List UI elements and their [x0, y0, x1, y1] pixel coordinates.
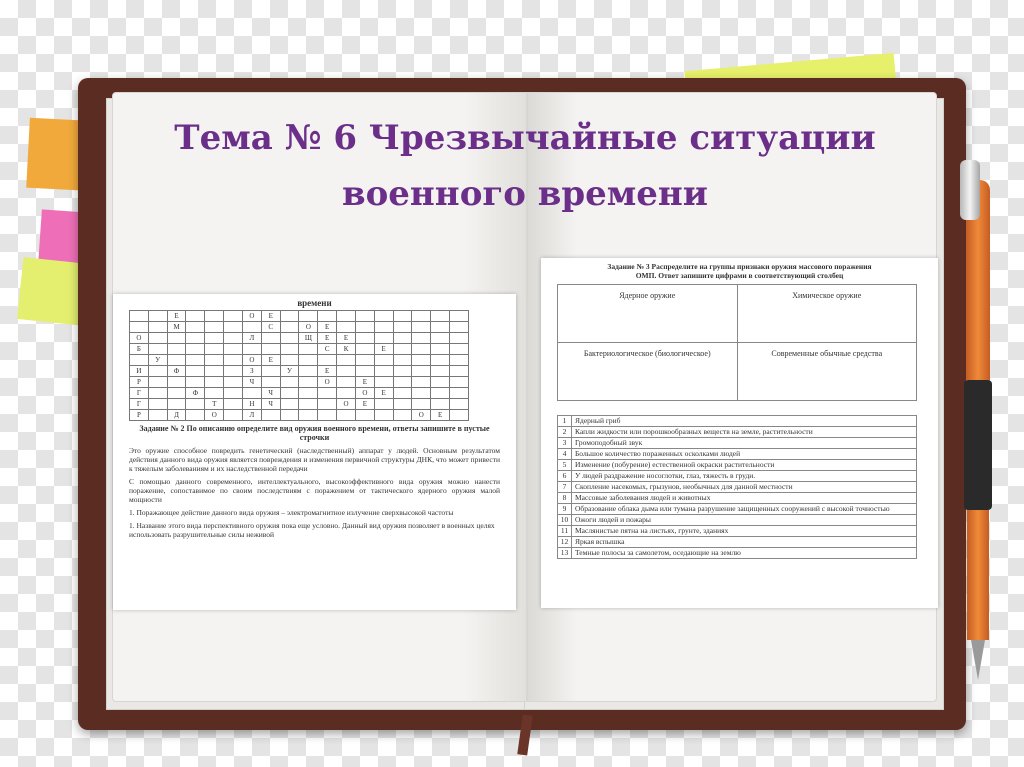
- task-2-heading: Задание № 2 По описанию определите вид оружия военного времени, ответы запишите в пустые строчки: [139, 424, 490, 442]
- grid-cell: [280, 322, 299, 333]
- grid-cell: [393, 355, 412, 366]
- grid-cell: [393, 366, 412, 377]
- category-table: [557, 284, 917, 401]
- grid-cell: [224, 388, 243, 399]
- grid-cell: [412, 333, 431, 344]
- grid-cell: [337, 366, 356, 377]
- grid-cell: [337, 410, 356, 421]
- grid-cell: [280, 410, 299, 421]
- grid-cell: [337, 322, 356, 333]
- grid-cell: Е: [167, 311, 186, 322]
- grid-cell: [450, 399, 469, 410]
- grid-cell: О: [355, 388, 374, 399]
- grid-cell: [412, 377, 431, 388]
- grid-cell: Ч: [261, 399, 280, 410]
- grid-cell: [337, 311, 356, 322]
- grid-cell: [280, 388, 299, 399]
- grid-cell: [280, 399, 299, 410]
- grid-cell: [374, 399, 393, 410]
- grid-cell: Е: [431, 410, 450, 421]
- item-text: Большое количество пораженных осколками людей: [572, 449, 917, 460]
- grid-row: [130, 333, 469, 344]
- grid-cell: Е: [355, 399, 374, 410]
- grid-cell: [318, 410, 337, 421]
- table-row: [558, 515, 917, 526]
- table-row: [558, 493, 917, 504]
- grid-cell: [412, 355, 431, 366]
- grid-cell: [299, 399, 318, 410]
- grid-cell: [450, 366, 469, 377]
- grid-cell: [261, 344, 280, 355]
- grid-cell: [205, 311, 224, 322]
- grid-cell: [431, 377, 450, 388]
- grid-cell: [431, 355, 450, 366]
- grid-cell: [412, 344, 431, 355]
- table-row: [558, 438, 917, 449]
- item-number: 4: [558, 449, 572, 460]
- grid-cell: [130, 355, 149, 366]
- grid-row: [130, 377, 469, 388]
- grid-cell: [167, 399, 186, 410]
- grid-cell: [224, 355, 243, 366]
- item-text: Образование облака дыма или тумана разрушение защищенных сооружений с высокой точностью: [572, 504, 917, 515]
- grid-cell: О: [242, 311, 261, 322]
- item-text: Ожоги людей и пожары: [572, 515, 917, 526]
- grid-cell: [450, 410, 469, 421]
- grid-cell: [412, 388, 431, 399]
- grid-cell: [393, 322, 412, 333]
- grid-cell: Г: [130, 399, 149, 410]
- grid-cell: Е: [261, 355, 280, 366]
- table-row: [558, 416, 917, 427]
- title-line-1: Тема № 6 Чрезвычайные ситуации: [174, 118, 876, 158]
- item-number: 13: [558, 548, 572, 559]
- grid-cell: Н: [242, 399, 261, 410]
- grid-cell: [355, 366, 374, 377]
- grid-cell: [412, 399, 431, 410]
- grid-cell: [393, 410, 412, 421]
- grid-cell: [261, 333, 280, 344]
- grid-cell: Б: [130, 344, 149, 355]
- grid-cell: У: [280, 366, 299, 377]
- grid-cell: [280, 311, 299, 322]
- grid-cell: [337, 388, 356, 399]
- grid-cell: [431, 388, 450, 399]
- item-text: Громоподобный звук: [572, 438, 917, 449]
- grid-cell: [450, 333, 469, 344]
- grid-cell: [148, 377, 167, 388]
- grid-cell: [224, 344, 243, 355]
- grid-cell: [412, 322, 431, 333]
- grid-cell: [412, 311, 431, 322]
- letter-grid: [129, 310, 469, 421]
- grid-row: [130, 366, 469, 377]
- grid-cell: Л: [242, 333, 261, 344]
- grid-cell: [450, 355, 469, 366]
- grid-cell: Е: [337, 333, 356, 344]
- grid-cell: [186, 366, 205, 377]
- grid-cell: И: [130, 366, 149, 377]
- item-text: Капли жидкости или порошкообразных веществ на земле, растительности: [572, 427, 917, 438]
- task-2-item-2: 1. Название этого вида перспективного оружия пока еще условно. Данный вид оружия позволяет в военных целях использовать разрушительные силы неживой: [129, 521, 495, 539]
- table-row: [558, 526, 917, 537]
- grid-cell: [355, 355, 374, 366]
- grid-cell: [299, 410, 318, 421]
- grid-cell: [355, 322, 374, 333]
- grid-cell: [318, 355, 337, 366]
- grid-cell: Г: [130, 388, 149, 399]
- grid-cell: Ф: [186, 388, 205, 399]
- grid-cell: [224, 410, 243, 421]
- grid-cell: [355, 344, 374, 355]
- grid-cell: Е: [374, 344, 393, 355]
- grid-cell: [355, 410, 374, 421]
- grid-cell: [318, 399, 337, 410]
- grid-cell: [167, 355, 186, 366]
- grid-cell: [431, 399, 450, 410]
- grid-cell: Ф: [167, 366, 186, 377]
- task-3-heading-2: ОМП. Ответ запишите цифрами в соответствующий столбец: [635, 271, 844, 280]
- grid-row: [130, 311, 469, 322]
- grid-cell: [148, 333, 167, 344]
- grid-cell: [280, 377, 299, 388]
- grid-cell: [224, 322, 243, 333]
- item-text: Маслянистые пятна на листьях, грунте, зданиях: [572, 526, 917, 537]
- category-chemical: Химическое оружие: [737, 285, 917, 343]
- table-row: [558, 427, 917, 438]
- pen-clip: [960, 160, 980, 220]
- grid-cell: [148, 344, 167, 355]
- grid-cell: [205, 344, 224, 355]
- item-number: 11: [558, 526, 572, 537]
- grid-cell: [337, 377, 356, 388]
- grid-cell: Ч: [261, 388, 280, 399]
- grid-cell: [280, 344, 299, 355]
- grid-cell: [450, 344, 469, 355]
- item-text: Изменение (побурение) естественной окраски растительности: [572, 460, 917, 471]
- grid-cell: Е: [318, 322, 337, 333]
- grid-cell: [167, 344, 186, 355]
- classification-worksheet: [541, 258, 938, 608]
- grid-cell: [167, 333, 186, 344]
- grid-cell: [374, 366, 393, 377]
- grid-cell: Д: [167, 410, 186, 421]
- category-nuclear: Ядерное оружие: [558, 285, 738, 343]
- grid-cell: [299, 388, 318, 399]
- grid-row: [130, 388, 469, 399]
- grid-cell: О: [412, 410, 431, 421]
- grid-cell: [224, 399, 243, 410]
- grid-cell: [186, 399, 205, 410]
- slide-title: [150, 110, 900, 222]
- grid-cell: [205, 377, 224, 388]
- grid-row: [130, 322, 469, 333]
- grid-cell: [431, 366, 450, 377]
- grid-cell: [186, 322, 205, 333]
- item-text: Массовые заболевания людей и животных: [572, 493, 917, 504]
- grid-caption: времени: [297, 298, 332, 308]
- grid-cell: М: [167, 322, 186, 333]
- item-number: 12: [558, 537, 572, 548]
- grid-cell: [167, 377, 186, 388]
- table-row: [558, 449, 917, 460]
- item-number: 5: [558, 460, 572, 471]
- pen-grip: [964, 380, 992, 510]
- grid-cell: [148, 366, 167, 377]
- grid-cell: Е: [318, 366, 337, 377]
- grid-cell: [393, 311, 412, 322]
- grid-cell: [261, 410, 280, 421]
- grid-cell: С: [261, 322, 280, 333]
- grid-cell: [224, 377, 243, 388]
- item-number: 7: [558, 482, 572, 493]
- category-biological: Бактериологическое (биологическое): [558, 343, 738, 401]
- item-number: 2: [558, 427, 572, 438]
- item-number: 1: [558, 416, 572, 427]
- grid-cell: [242, 344, 261, 355]
- grid-cell: Е: [374, 388, 393, 399]
- grid-cell: [393, 377, 412, 388]
- grid-cell: [318, 311, 337, 322]
- grid-cell: [186, 311, 205, 322]
- task-2-paragraph-1: Это оружие способное повредить генетический (наследственный) аппарат у людей. Основным результатом действия данного вида оружия является повреждения и изменения первичной структуры ДНК, что может привести к тяжелым заболеваниям и их наследственной передачи: [129, 446, 500, 473]
- grid-cell: [450, 388, 469, 399]
- grid-cell: [374, 355, 393, 366]
- grid-cell: [355, 333, 374, 344]
- grid-cell: [299, 377, 318, 388]
- table-row: [558, 482, 917, 493]
- pen-body: [967, 510, 989, 640]
- grid-cell: [130, 322, 149, 333]
- crossword-worksheet: [113, 294, 516, 610]
- category-conventional: Современные обычные средства: [737, 343, 917, 401]
- grid-cell: О: [318, 377, 337, 388]
- grid-cell: [431, 344, 450, 355]
- grid-cell: [205, 322, 224, 333]
- grid-cell: [450, 322, 469, 333]
- grid-cell: [280, 355, 299, 366]
- features-table: [557, 415, 917, 559]
- grid-cell: [393, 399, 412, 410]
- grid-cell: [186, 377, 205, 388]
- grid-cell: [299, 344, 318, 355]
- grid-cell: [393, 344, 412, 355]
- grid-cell: [450, 311, 469, 322]
- grid-cell: [431, 333, 450, 344]
- item-number: 10: [558, 515, 572, 526]
- pen-illustration: [958, 160, 998, 680]
- item-number: 6: [558, 471, 572, 482]
- grid-cell: Р: [130, 410, 149, 421]
- grid-cell: О: [242, 355, 261, 366]
- grid-cell: [412, 366, 431, 377]
- grid-cell: Т: [205, 399, 224, 410]
- item-text: У людей раздражение носоглотки, глаз, тяжесть в груди.: [572, 471, 917, 482]
- item-text: Темные полосы за самолетом, оседающие на землю: [572, 548, 917, 559]
- task-2-paragraph-2: С помощью данного современного, интеллектуального, высокоэффективного вида оружия можно нанести поражение, сопоставимое по своим последствиям с поражением от тактического ядерного оружия малой мощности: [129, 477, 500, 504]
- grid-cell: С: [318, 344, 337, 355]
- grid-cell: З: [242, 366, 261, 377]
- grid-cell: [299, 311, 318, 322]
- grid-cell: О: [299, 322, 318, 333]
- grid-cell: [148, 399, 167, 410]
- title-line-2: военного времени: [341, 174, 709, 214]
- item-text: Ядерный гриб: [572, 416, 917, 427]
- item-number: 9: [558, 504, 572, 515]
- item-number: 3: [558, 438, 572, 449]
- grid-row: [130, 399, 469, 410]
- table-row: [558, 548, 917, 559]
- grid-cell: [186, 410, 205, 421]
- grid-cell: [205, 355, 224, 366]
- grid-row: [130, 355, 469, 366]
- grid-cell: [148, 410, 167, 421]
- grid-cell: Е: [355, 377, 374, 388]
- table-row: [558, 471, 917, 482]
- grid-cell: Л: [242, 410, 261, 421]
- grid-cell: [374, 322, 393, 333]
- grid-cell: О: [205, 410, 224, 421]
- grid-cell: [393, 333, 412, 344]
- grid-cell: [261, 377, 280, 388]
- grid-cell: [205, 333, 224, 344]
- grid-row: [130, 410, 469, 421]
- grid-cell: [374, 377, 393, 388]
- grid-cell: [130, 311, 149, 322]
- grid-cell: [186, 333, 205, 344]
- grid-cell: [167, 388, 186, 399]
- task-2-item-1: 1. Поражающее действие данного вида оружия – электромагнитное излучение сверхвысокой частоты: [129, 508, 454, 517]
- grid-cell: [450, 377, 469, 388]
- grid-cell: О: [337, 399, 356, 410]
- grid-cell: [205, 366, 224, 377]
- grid-cell: [224, 366, 243, 377]
- grid-cell: [224, 333, 243, 344]
- grid-cell: [318, 388, 337, 399]
- grid-cell: Р: [130, 377, 149, 388]
- grid-cell: [374, 333, 393, 344]
- grid-cell: [242, 388, 261, 399]
- grid-cell: Щ: [299, 333, 318, 344]
- grid-cell: [186, 344, 205, 355]
- grid-cell: [261, 366, 280, 377]
- table-row: [558, 460, 917, 471]
- item-text: Скопление насекомых, грызунов, необычных для данной местности: [572, 482, 917, 493]
- grid-cell: [224, 311, 243, 322]
- grid-cell: [374, 311, 393, 322]
- grid-cell: [186, 355, 205, 366]
- grid-cell: К: [337, 344, 356, 355]
- grid-cell: [148, 388, 167, 399]
- table-row: [558, 504, 917, 515]
- grid-cell: [205, 388, 224, 399]
- grid-cell: Е: [261, 311, 280, 322]
- grid-cell: [337, 355, 356, 366]
- grid-cell: [148, 311, 167, 322]
- grid-cell: [431, 322, 450, 333]
- grid-cell: [280, 333, 299, 344]
- grid-cell: [299, 355, 318, 366]
- item-number: 8: [558, 493, 572, 504]
- task-3-heading-1: Задание № 3 Распределите на группы признаки оружия массового поражения: [607, 262, 872, 271]
- pen-tip: [971, 640, 985, 680]
- grid-row: [130, 344, 469, 355]
- grid-cell: [374, 410, 393, 421]
- grid-cell: [355, 311, 374, 322]
- grid-cell: [242, 322, 261, 333]
- grid-cell: [393, 388, 412, 399]
- grid-cell: У: [148, 355, 167, 366]
- grid-cell: [431, 311, 450, 322]
- grid-cell: О: [130, 333, 149, 344]
- grid-cell: Е: [318, 333, 337, 344]
- grid-cell: [148, 322, 167, 333]
- item-text: Яркая вспышка: [572, 537, 917, 548]
- table-row: [558, 537, 917, 548]
- grid-cell: Ч: [242, 377, 261, 388]
- grid-cell: [299, 366, 318, 377]
